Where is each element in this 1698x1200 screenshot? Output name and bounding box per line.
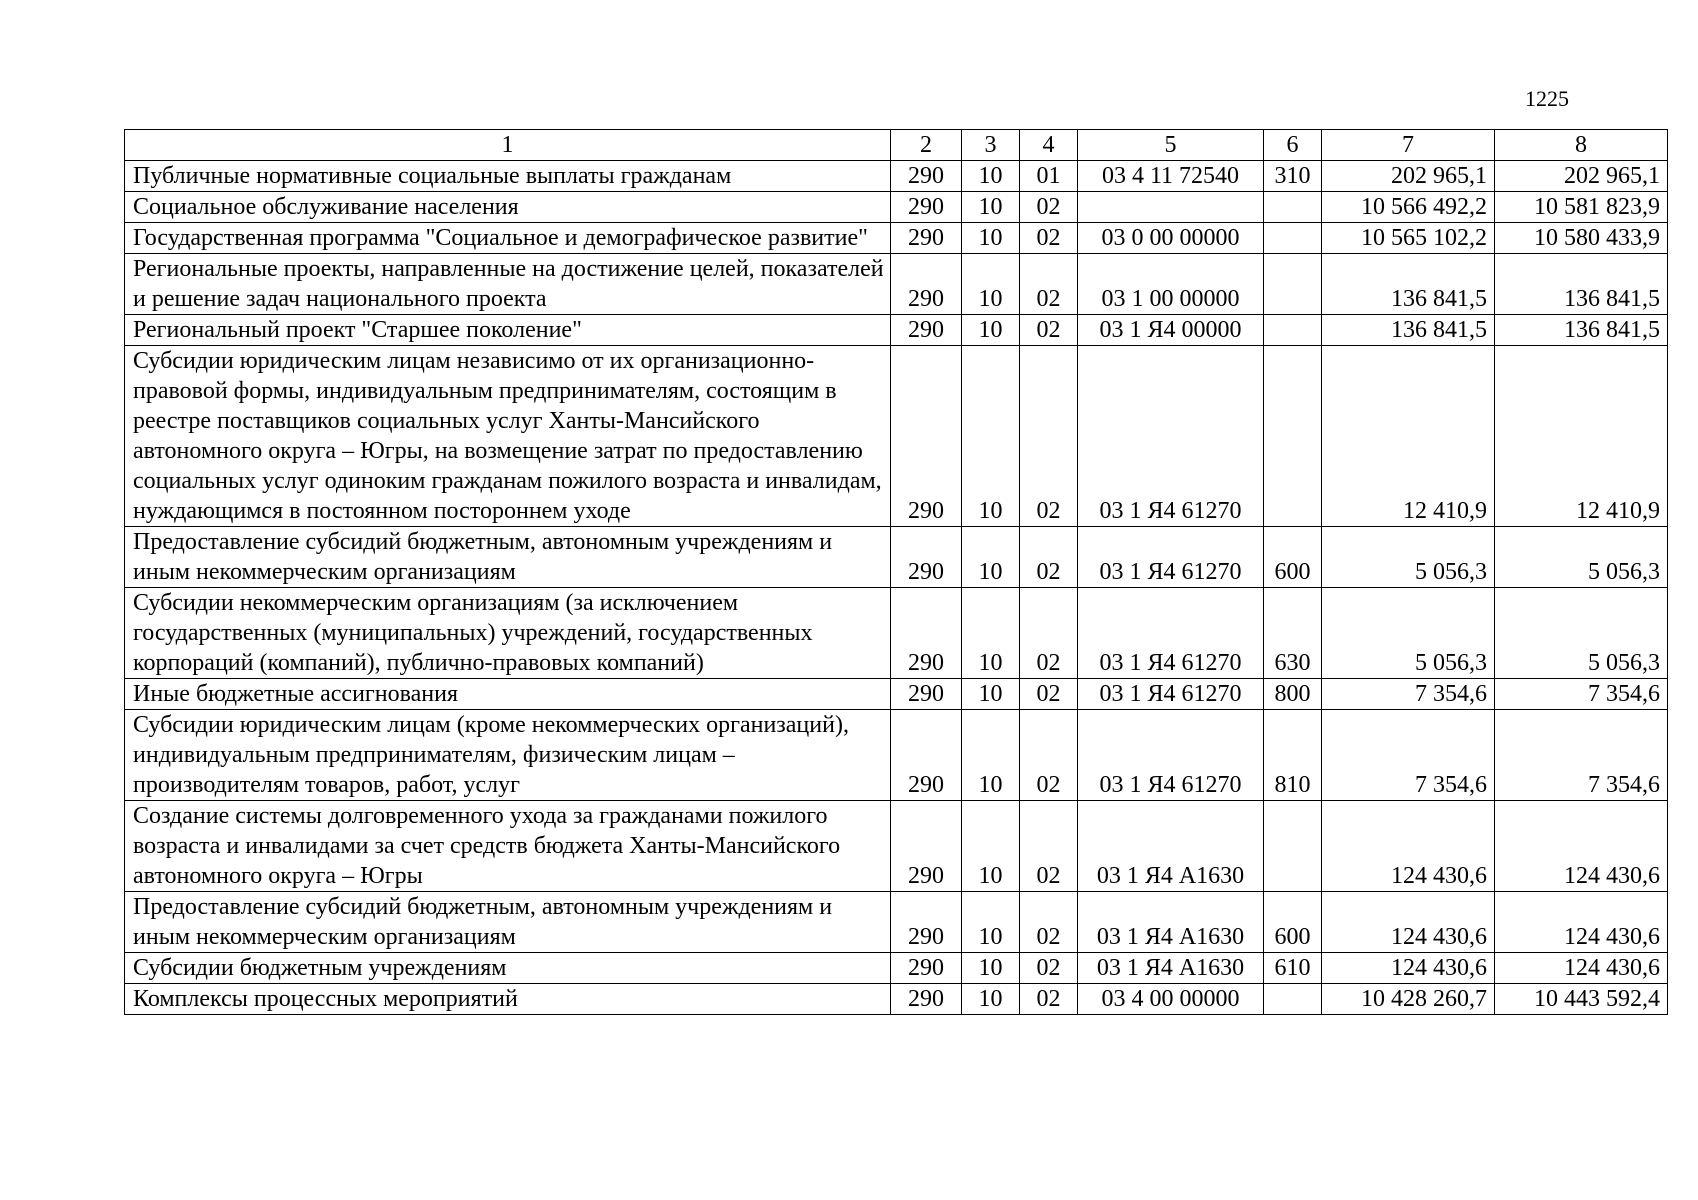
row-name-cell: Субсидии юридическим лицам независимо от их организационно-правовой формы, индивидуальным предпринимателям, состоящим в реестре поставщиков социальных услуг Ханты-Мансийского автономного округа – Югры, на возмещение затрат по предоставлению социальных услуг одиноким гражданам пожилого возраста и инвалидам, нуждающимся в постоянном постороннем уходе — [125, 346, 891, 527]
section-cell: 10 — [962, 801, 1020, 892]
expense-type-cell — [1264, 192, 1322, 223]
expense-type-cell: 800 — [1264, 679, 1322, 710]
header-cell: 7 — [1322, 130, 1495, 161]
target-article-cell: 03 1 Я4 00000 — [1078, 315, 1264, 346]
subsection-cell: 02 — [1020, 588, 1078, 679]
amount-year1-cell: 10 566 492,2 — [1322, 192, 1495, 223]
table-row — [125, 679, 1668, 710]
target-article-cell: 03 1 Я4 61270 — [1078, 527, 1264, 588]
table-row — [125, 346, 1668, 527]
subsection-cell: 02 — [1020, 710, 1078, 801]
table-row — [125, 953, 1668, 984]
row-name-cell: Субсидии юридическим лицам (кроме некоммерческих организаций), индивидуальным предпринимателям, физическим лицам – производителям товаров, работ, услуг — [125, 710, 891, 801]
table-row — [125, 588, 1668, 679]
subsection-cell: 02 — [1020, 984, 1078, 1015]
section-cell: 10 — [962, 527, 1020, 588]
row-name-cell: Предоставление субсидий бюджетным, автономным учреждениям и иным некоммерческим организациям — [125, 527, 891, 588]
expense-type-cell — [1264, 315, 1322, 346]
admin-code-cell: 290 — [891, 527, 962, 588]
amount-year1-cell: 124 430,6 — [1322, 953, 1495, 984]
amount-year2-cell: 10 580 433,9 — [1495, 223, 1668, 254]
target-article-cell: 03 1 Я4 61270 — [1078, 346, 1264, 527]
subsection-cell: 02 — [1020, 892, 1078, 953]
section-cell: 10 — [962, 161, 1020, 192]
subsection-cell: 02 — [1020, 315, 1078, 346]
admin-code-cell: 290 — [891, 710, 962, 801]
row-name-cell: Публичные нормативные социальные выплаты гражданам — [125, 161, 891, 192]
header-row — [125, 130, 1668, 161]
admin-code-cell: 290 — [891, 984, 962, 1015]
table-row — [125, 892, 1668, 953]
table-row — [125, 161, 1668, 192]
header-cell: 4 — [1020, 130, 1078, 161]
amount-year2-cell: 136 841,5 — [1495, 254, 1668, 315]
admin-code-cell: 290 — [891, 953, 962, 984]
target-article-cell: 03 1 Я4 61270 — [1078, 679, 1264, 710]
subsection-cell: 02 — [1020, 953, 1078, 984]
header-cell: 2 — [891, 130, 962, 161]
section-cell: 10 — [962, 192, 1020, 223]
admin-code-cell: 290 — [891, 801, 962, 892]
table-row — [125, 984, 1668, 1015]
section-cell: 10 — [962, 588, 1020, 679]
amount-year2-cell: 7 354,6 — [1495, 710, 1668, 801]
target-article-cell: 03 1 00 00000 — [1078, 254, 1264, 315]
subsection-cell: 02 — [1020, 346, 1078, 527]
section-cell: 10 — [962, 984, 1020, 1015]
admin-code-cell: 290 — [891, 315, 962, 346]
target-article-cell: 03 1 Я4 А1630 — [1078, 892, 1264, 953]
table-row — [125, 192, 1668, 223]
expense-type-cell: 600 — [1264, 527, 1322, 588]
table-row — [125, 527, 1668, 588]
amount-year1-cell: 7 354,6 — [1322, 710, 1495, 801]
subsection-cell: 02 — [1020, 192, 1078, 223]
expense-type-cell: 610 — [1264, 953, 1322, 984]
row-name-cell: Иные бюджетные ассигнования — [125, 679, 891, 710]
expense-type-cell — [1264, 254, 1322, 315]
row-name-cell: Субсидии бюджетным учреждениям — [125, 953, 891, 984]
target-article-cell: 03 0 00 00000 — [1078, 223, 1264, 254]
admin-code-cell: 290 — [891, 223, 962, 254]
expense-type-cell — [1264, 223, 1322, 254]
section-cell: 10 — [962, 892, 1020, 953]
amount-year2-cell: 202 965,1 — [1495, 161, 1668, 192]
row-name-cell: Социальное обслуживание населения — [125, 192, 891, 223]
section-cell: 10 — [962, 953, 1020, 984]
amount-year2-cell: 124 430,6 — [1495, 892, 1668, 953]
table-row — [125, 710, 1668, 801]
row-name-cell: Региональный проект "Старшее поколение" — [125, 315, 891, 346]
amount-year2-cell: 5 056,3 — [1495, 527, 1668, 588]
subsection-cell: 02 — [1020, 223, 1078, 254]
amount-year2-cell: 7 354,6 — [1495, 679, 1668, 710]
section-cell: 10 — [962, 223, 1020, 254]
amount-year2-cell: 12 410,9 — [1495, 346, 1668, 527]
amount-year2-cell: 124 430,6 — [1495, 801, 1668, 892]
admin-code-cell: 290 — [891, 192, 962, 223]
amount-year1-cell: 202 965,1 — [1322, 161, 1495, 192]
section-cell: 10 — [962, 346, 1020, 527]
expense-type-cell: 630 — [1264, 588, 1322, 679]
section-cell: 10 — [962, 254, 1020, 315]
target-article-cell: 03 4 00 00000 — [1078, 984, 1264, 1015]
subsection-cell: 02 — [1020, 254, 1078, 315]
section-cell: 10 — [962, 679, 1020, 710]
header-cell: 6 — [1264, 130, 1322, 161]
row-name-cell: Предоставление субсидий бюджетным, автономным учреждениям и иным некоммерческим организациям — [125, 892, 891, 953]
subsection-cell: 02 — [1020, 679, 1078, 710]
expense-type-cell — [1264, 984, 1322, 1015]
admin-code-cell: 290 — [891, 588, 962, 679]
row-name-cell: Комплексы процессных мероприятий — [125, 984, 891, 1015]
page-number: 1225 — [1525, 86, 1569, 111]
amount-year1-cell: 124 430,6 — [1322, 892, 1495, 953]
admin-code-cell: 290 — [891, 254, 962, 315]
admin-code-cell: 290 — [891, 679, 962, 710]
amount-year2-cell: 10 581 823,9 — [1495, 192, 1668, 223]
expense-type-cell: 600 — [1264, 892, 1322, 953]
amount-year1-cell: 136 841,5 — [1322, 254, 1495, 315]
amount-year2-cell: 10 443 592,4 — [1495, 984, 1668, 1015]
table-row — [125, 801, 1668, 892]
target-article-cell: 03 1 Я4 61270 — [1078, 588, 1264, 679]
expense-type-cell: 810 — [1264, 710, 1322, 801]
amount-year1-cell: 10 565 102,2 — [1322, 223, 1495, 254]
amount-year1-cell: 5 056,3 — [1322, 588, 1495, 679]
amount-year1-cell: 7 354,6 — [1322, 679, 1495, 710]
row-name-cell: Создание системы долговременного ухода за гражданами пожилого возраста и инвалидами за счет средств бюджета Ханты-Мансийского автономного округа – Югры — [125, 801, 891, 892]
admin-code-cell: 290 — [891, 892, 962, 953]
table-row — [125, 315, 1668, 346]
target-article-cell: 03 1 Я4 61270 — [1078, 710, 1264, 801]
table-row — [125, 254, 1668, 315]
subsection-cell: 01 — [1020, 161, 1078, 192]
section-cell: 10 — [962, 710, 1020, 801]
header-cell: 5 — [1078, 130, 1264, 161]
table-row — [125, 223, 1668, 254]
header-cell: 8 — [1495, 130, 1668, 161]
amount-year2-cell: 5 056,3 — [1495, 588, 1668, 679]
subsection-cell: 02 — [1020, 527, 1078, 588]
target-article-cell: 03 1 Я4 А1630 — [1078, 801, 1264, 892]
admin-code-cell: 290 — [891, 161, 962, 192]
subsection-cell: 02 — [1020, 801, 1078, 892]
amount-year1-cell: 136 841,5 — [1322, 315, 1495, 346]
target-article-cell: 03 4 11 72540 — [1078, 161, 1264, 192]
table-body — [125, 161, 1668, 1015]
row-name-cell: Государственная программа "Социальное и демографическое развитие" — [125, 223, 891, 254]
target-article-cell — [1078, 192, 1264, 223]
section-cell: 10 — [962, 315, 1020, 346]
amount-year1-cell: 12 410,9 — [1322, 346, 1495, 527]
expense-type-cell: 310 — [1264, 161, 1322, 192]
target-article-cell: 03 1 Я4 А1630 — [1078, 953, 1264, 984]
amount-year1-cell: 10 428 260,7 — [1322, 984, 1495, 1015]
amount-year1-cell: 5 056,3 — [1322, 527, 1495, 588]
admin-code-cell: 290 — [891, 346, 962, 527]
row-name-cell: Субсидии некоммерческим организациям (за исключением государственных (муниципальных) учреждений, государственных корпораций (компаний), публично-правовых компаний) — [125, 588, 891, 679]
expense-type-cell — [1264, 346, 1322, 527]
amount-year1-cell: 124 430,6 — [1322, 801, 1495, 892]
row-name-cell: Региональные проекты, направленные на достижение целей, показателей и решение задач национального проекта — [125, 254, 891, 315]
amount-year2-cell: 136 841,5 — [1495, 315, 1668, 346]
amount-year2-cell: 124 430,6 — [1495, 953, 1668, 984]
expense-type-cell — [1264, 801, 1322, 892]
budget-table — [124, 129, 1668, 1015]
header-cell: 1 — [125, 130, 891, 161]
header-cell: 3 — [962, 130, 1020, 161]
